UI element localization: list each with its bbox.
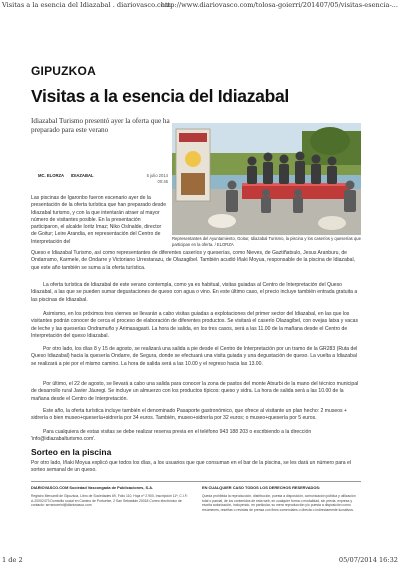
article-paragraph-7: Para cualquiera de estas visitas se debe realizar reserva previa en el teléfono 943 188 203 o escribiendo a la dirección 'info@idiazabalturismo.com'. bbox=[31, 429, 312, 443]
article-paragraph-1-cont: Queso e Idiazabal Turismo, así como representantes de diferentes caseríos y queserías, como Nieves, de Gaztiñatxulo, Jesus Aranburu, de Ondarramo, Karmele, de Ondarre y Victoriano Urrestarazu, de Olazagibel. También acudió Iñaki Moyua, responsable de la piscina de Idiazabal, que este año también se suma a la oferta turística. bbox=[31, 250, 356, 271]
browser-header-title: Visitas a la esencia del Idiazabal . diariovasco.com bbox=[2, 1, 171, 9]
rights-notice bbox=[202, 485, 361, 512]
article-location: IDIAZABAL bbox=[71, 173, 94, 178]
publisher-registry: Registro Mercantil de Gipuzkoa, Libro de Sociedades 69, Folio 110, Hoja nº 2.900, Inscripción 11ª, C.I.F.: A-20002473 Domicilio social en Camino de Portuetxe, 2 San Sebastián 20018 Correo electrónico de contacto: srrrarcomini@diariovasco.com bbox=[31, 494, 189, 508]
article-paragraph-5: Por último, el 22 de agosto, se llevará a cabo una salida para conocer la zona de pastos del monte Atxurbi de la mano del técnico municipal de desarrollo rural Javier Jáuregi. Se incluye un almuerzo con los productos típicos: queso y sidra. La hora de salida será a las 10.00 de la mañana desde el Centro de Interpretación. bbox=[31, 381, 359, 402]
article-date: 5 julio 2014 bbox=[146, 173, 168, 178]
browser-header-url: http://www.diariovasco.com/tolosa-goierri/201407/05/visitas-esencia-... bbox=[160, 1, 398, 9]
rights-title: EN CUALQUIER CASO TODOS LOS DERECHOS RESERVADOS: bbox=[202, 485, 321, 490]
section-label: GIPUZKOA bbox=[31, 64, 96, 78]
article-photo bbox=[172, 123, 361, 235]
footer-divider bbox=[31, 481, 361, 482]
print-datetime: 05/07/2014 16:32 bbox=[338, 556, 398, 564]
group-photo-illustration bbox=[172, 123, 361, 235]
publisher-name: DIARIOVASCO.COM Sociedad Vascongada de Publicaciones, S.A. bbox=[31, 485, 154, 490]
author-name: MC. ELORZA bbox=[38, 173, 65, 178]
article-byline bbox=[31, 173, 168, 195]
article-title: Visitas a la esencia del Idiazabal bbox=[31, 86, 289, 106]
page-counter: 1 de 2 bbox=[2, 556, 23, 564]
article-subheading: Sorteo en la piscina bbox=[31, 447, 112, 457]
publisher-info bbox=[31, 485, 191, 508]
article-time: 00:46 bbox=[157, 179, 168, 184]
photo-caption: Representantes del Ayuntamiento, Goitur, Idiazabal Turismo, la piscina y los caseríos y queserías que participan en la oferta. / ELORZA bbox=[172, 236, 361, 247]
article-lead-paragraph: Las piscinas de Igaronbo fueron escenario ayer de la presentación de la oferta turística que han preparado desde Idiazabal turismo, y con la que intentarán atraer al mayor número de visitantes posible. En la presentación participaron, el alcalde Ioritz Imaz; Niko Oslnalde, director de Goitur; Leire Arandia, en representación del Centro de Interpretación del bbox=[31, 195, 167, 245]
article-paragraph-2: La oferta turística de Idiazabal de este verano contempla, como ya es habitual, visitas guiadas al Centro de Interpretación del Queso Idiazabal, a las que se pueden sumar degustaciones de queso con agua o vino. En este último caso, el precio incluye también entrada gratuita a las piscinas de Idiazabal. bbox=[31, 282, 358, 303]
article-paragraph-3: Asimismo, en los próximos tres viernes se llevarán a cabo visitas guiadas a explotaciones del primer sector del Idiazabal, en las que los visitantes podrán conocer de cerca el proceso de elaboración de diferentes productos. Se visitará el caserío Olazagibel, con ovejas latxa y vacas de leche y las queserías Ondramuño y Arimasagasti. La hora de salida, en los tres casos, será a las 11.00 de la mañana desde el Centro de Interpretación del queso Idiazabal. bbox=[31, 311, 359, 339]
article-paragraph-4: Por otro lado, los días 8 y 15 de agosto, se realizará una salida a pie desde el Centro de Interpretación por un tramo de la GR283 (Ruta del Queso Idiazabal) hacia la quesería Ondarre, de Segura, donde se efectuará una visita guiada y una degustación de queso. La vuelta a Idiazabal se realizará a pie por el mismo camino. La hora de salida será a las 10.00 y el regreso hacia las 13.00. bbox=[31, 346, 358, 367]
rights-body: Queda prohibida la reproducción, distribución, puesta a disposición, comunicación pública y utilización total o parcial, de los contenidos de esta web, en cualquier forma o modalidad, sin previa, expresa y escrita autorización, incluyendo, en particular, su mera reproducción y/o puesta a disposición como resúmenes, reseñas o revistas de prensa con fines comerciales o directa o indirectamente lucrativos. bbox=[202, 494, 356, 512]
article-paragraph-8: Por otro lado, Iñaki Moyua explicó que todos los días, a los usuarios que que consuman en el bar de la piscina, se les dará un número para el sorteo semanal de un queso. bbox=[31, 460, 351, 474]
article-subtitle: Idiazabal Turismo presentó ayer la oferta que ha preparado para este verano bbox=[31, 117, 170, 134]
article-paragraph-6: Este año, la oferta turística incluye también el denominado Pasaporte gastronómico, que ofrece al visitante un plan hecho: 2 museos + sidrería o bien museo+quesería+sidrería por 34 euros. También, museo+sidrería por 32 euros; o museo+quesería por 5 euros. bbox=[31, 408, 347, 422]
